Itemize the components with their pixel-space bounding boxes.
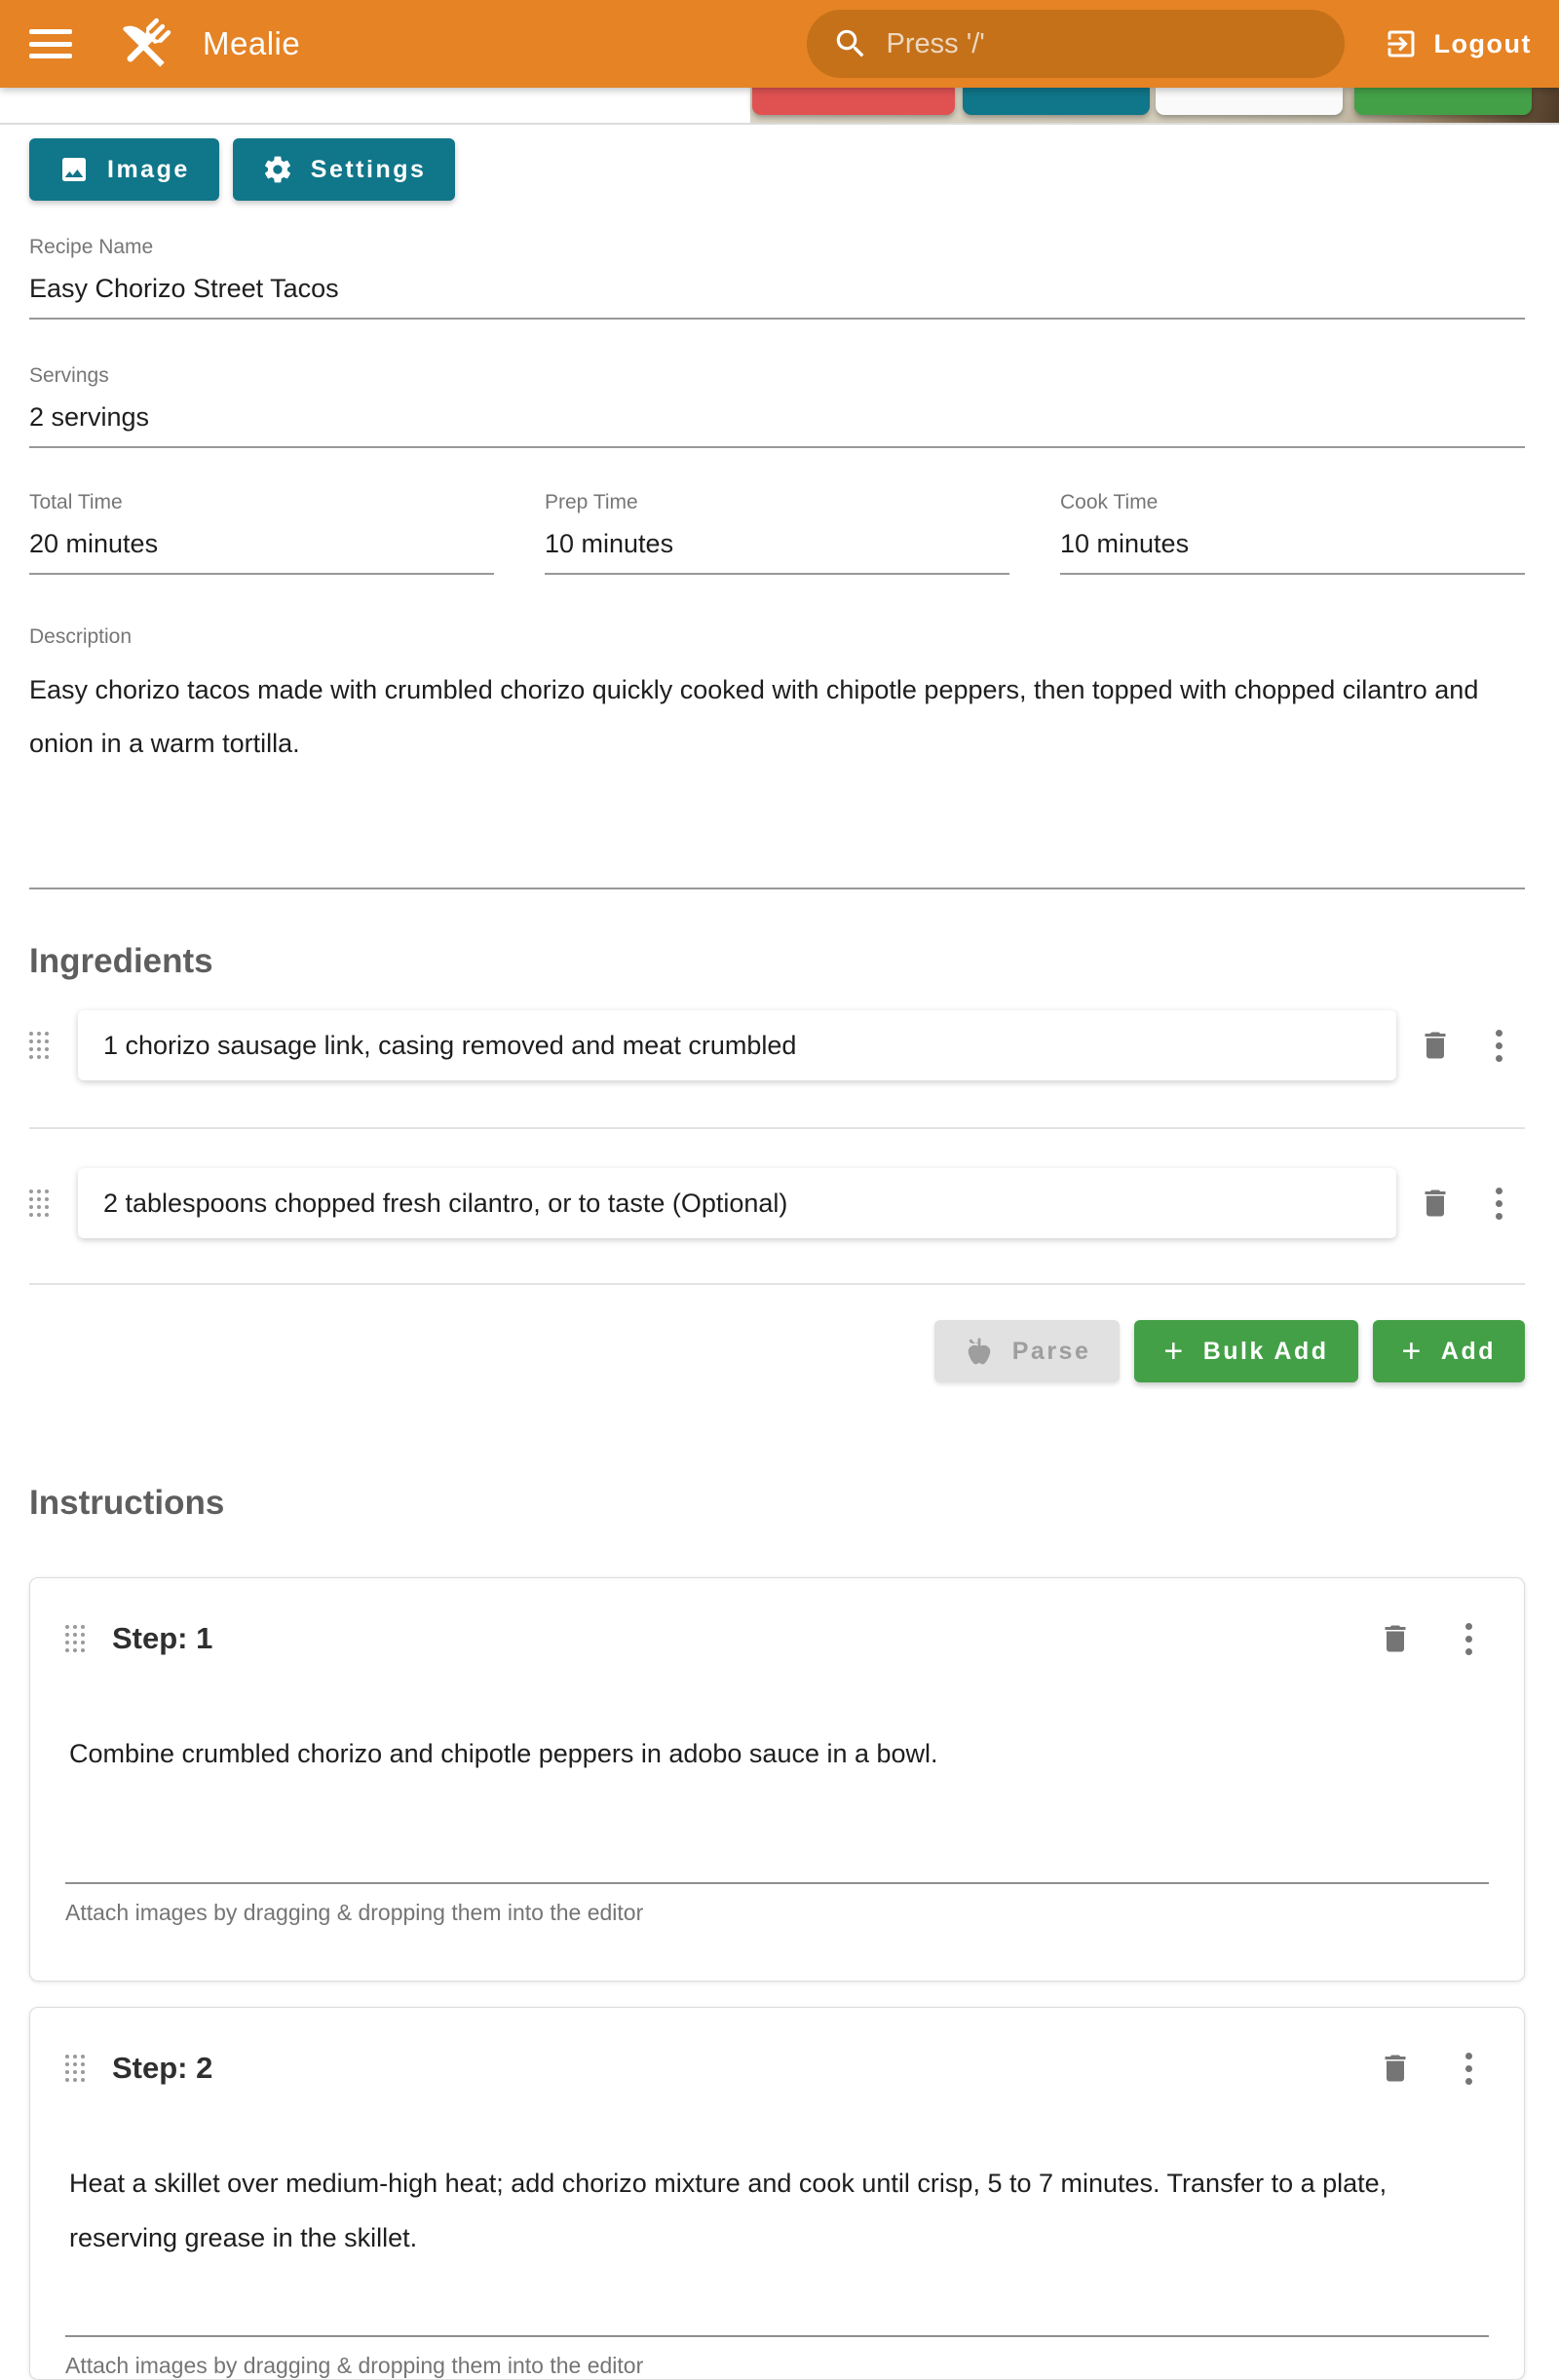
trash-icon <box>1418 1186 1453 1221</box>
parse-button[interactable] <box>934 1320 1121 1382</box>
description-field[interactable] <box>29 625 1525 889</box>
close-button-partial[interactable] <box>1156 88 1343 115</box>
app-title: Mealie <box>203 25 301 61</box>
recipe-name-label: Recipe Name <box>29 236 154 258</box>
trash-icon <box>1378 1621 1413 1656</box>
prep-time-field[interactable] <box>545 491 1009 575</box>
attach-images-hint: Attach images by dragging & dropping them into the editor <box>65 1900 644 1925</box>
ingredient-card[interactable] <box>78 1168 1396 1238</box>
save-button-partial[interactable] <box>1354 88 1532 115</box>
servings-value[interactable]: 2 servings <box>29 402 150 432</box>
kebab-icon <box>1454 1623 1483 1655</box>
instruction-step-card <box>29 2007 1525 2380</box>
recipe-name-value[interactable]: Easy Chorizo Street Tacos <box>29 274 339 303</box>
step-menu-button[interactable] <box>1454 1623 1483 1655</box>
edit-toolbar <box>29 138 1525 201</box>
drag-handle-icon[interactable] <box>29 1032 51 1059</box>
servings-label: Servings <box>29 364 109 387</box>
json-button-partial[interactable] <box>963 88 1150 115</box>
logout-label: Logout <box>1433 28 1532 58</box>
apple-icon <box>964 1336 995 1367</box>
delete-ingredient-button[interactable] <box>1418 1186 1453 1221</box>
drag-handle-icon[interactable] <box>65 1625 87 1652</box>
step-text-editor[interactable]: Combine crumbled chorizo and chipotle peppers in adobo sauce in a bowl. <box>69 1739 938 1768</box>
step-menu-button[interactable] <box>1454 2053 1483 2085</box>
search-bar[interactable] <box>807 10 1345 78</box>
gear-icon <box>262 154 293 185</box>
plus-icon: + <box>1401 1333 1424 1370</box>
trash-icon <box>1418 1028 1453 1063</box>
trash-icon <box>1378 2051 1413 2086</box>
attach-images-hint: Attach images by dragging & dropping them into the editor <box>65 2353 644 2378</box>
add-button-label: Add <box>1440 1337 1496 1365</box>
description-value[interactable]: Easy chorizo tacos made with crumbled chorizo quickly cooked with chipotle peppers, then topped with chopped cilantro and onion in a warm tortilla. <box>29 675 1479 758</box>
instructions-heading: Instructions <box>29 1484 225 1522</box>
plus-icon: + <box>1163 1333 1186 1370</box>
total-time-value[interactable]: 20 minutes <box>29 529 159 558</box>
instruction-step-card <box>29 1577 1525 1982</box>
settings-button-label: Settings <box>310 155 427 183</box>
drag-handle-icon[interactable] <box>29 1190 51 1217</box>
ingredient-actions <box>29 1320 1525 1382</box>
step-header <box>65 2037 1489 2099</box>
step-title: Step: 2 <box>112 2051 213 2085</box>
step-header <box>65 1607 1489 1670</box>
image-button[interactable] <box>29 138 219 201</box>
ingredients-heading: Ingredients <box>29 942 213 980</box>
kebab-icon <box>1484 1030 1513 1062</box>
logout-icon <box>1384 26 1419 61</box>
image-icon <box>58 154 90 185</box>
ingredient-input[interactable] <box>103 1031 1371 1061</box>
mealie-logo-icon <box>113 12 177 76</box>
ingredient-divider <box>29 1283 1525 1285</box>
drag-handle-icon[interactable] <box>65 2055 87 2082</box>
delete-ingredient-button[interactable] <box>1418 1028 1453 1063</box>
total-time-field[interactable] <box>29 491 494 575</box>
bulk-add-button-label: Bulk Add <box>1202 1337 1329 1365</box>
servings-field[interactable] <box>29 364 1525 448</box>
parse-button-label: Parse <box>1011 1337 1091 1365</box>
image-button-label: Image <box>107 155 190 183</box>
search-input[interactable] <box>887 28 1276 60</box>
prep-time-value[interactable]: 10 minutes <box>545 529 674 558</box>
editor-divider <box>65 2335 1489 2337</box>
bulk-add-button[interactable] <box>1134 1320 1357 1382</box>
times-row <box>29 491 1525 575</box>
ingredient-menu-button[interactable] <box>1484 1030 1513 1062</box>
delete-step-button[interactable] <box>1378 2051 1413 2086</box>
settings-button[interactable] <box>233 138 456 201</box>
description-label: Description <box>29 625 133 648</box>
step-text-editor[interactable]: Heat a skillet over medium-high heat; add chorizo mixture and cook until crisp, 5 to 7 minutes. Transfer to a plate, reserving grease in the skillet. <box>69 2169 1388 2252</box>
step-title: Step: 1 <box>112 1621 213 1655</box>
ingredient-menu-button[interactable] <box>1484 1188 1513 1220</box>
ingredient-card[interactable] <box>78 1010 1396 1080</box>
add-button[interactable] <box>1373 1320 1525 1382</box>
logout-button[interactable] <box>1384 26 1532 61</box>
kebab-icon <box>1484 1188 1513 1220</box>
cook-time-value[interactable]: 10 minutes <box>1060 529 1190 558</box>
ingredient-row <box>29 1010 1525 1080</box>
total-time-label: Total Time <box>29 491 123 513</box>
recipe-name-field[interactable] <box>29 236 1525 320</box>
recipe-image-strip <box>0 88 1559 125</box>
ingredient-input[interactable] <box>103 1189 1371 1219</box>
ingredient-divider <box>29 1127 1525 1129</box>
delete-step-button[interactable] <box>1378 1621 1413 1656</box>
cook-time-label: Cook Time <box>1060 491 1159 513</box>
hamburger-menu-icon[interactable] <box>29 29 72 58</box>
prep-time-label: Prep Time <box>545 491 638 513</box>
ingredient-row <box>29 1168 1525 1238</box>
kebab-icon <box>1454 2053 1483 2085</box>
delete-button-partial[interactable] <box>752 88 955 115</box>
editor-divider <box>65 1882 1489 1884</box>
app-header <box>0 0 1559 88</box>
search-icon <box>832 25 869 62</box>
cook-time-field[interactable] <box>1060 491 1525 575</box>
